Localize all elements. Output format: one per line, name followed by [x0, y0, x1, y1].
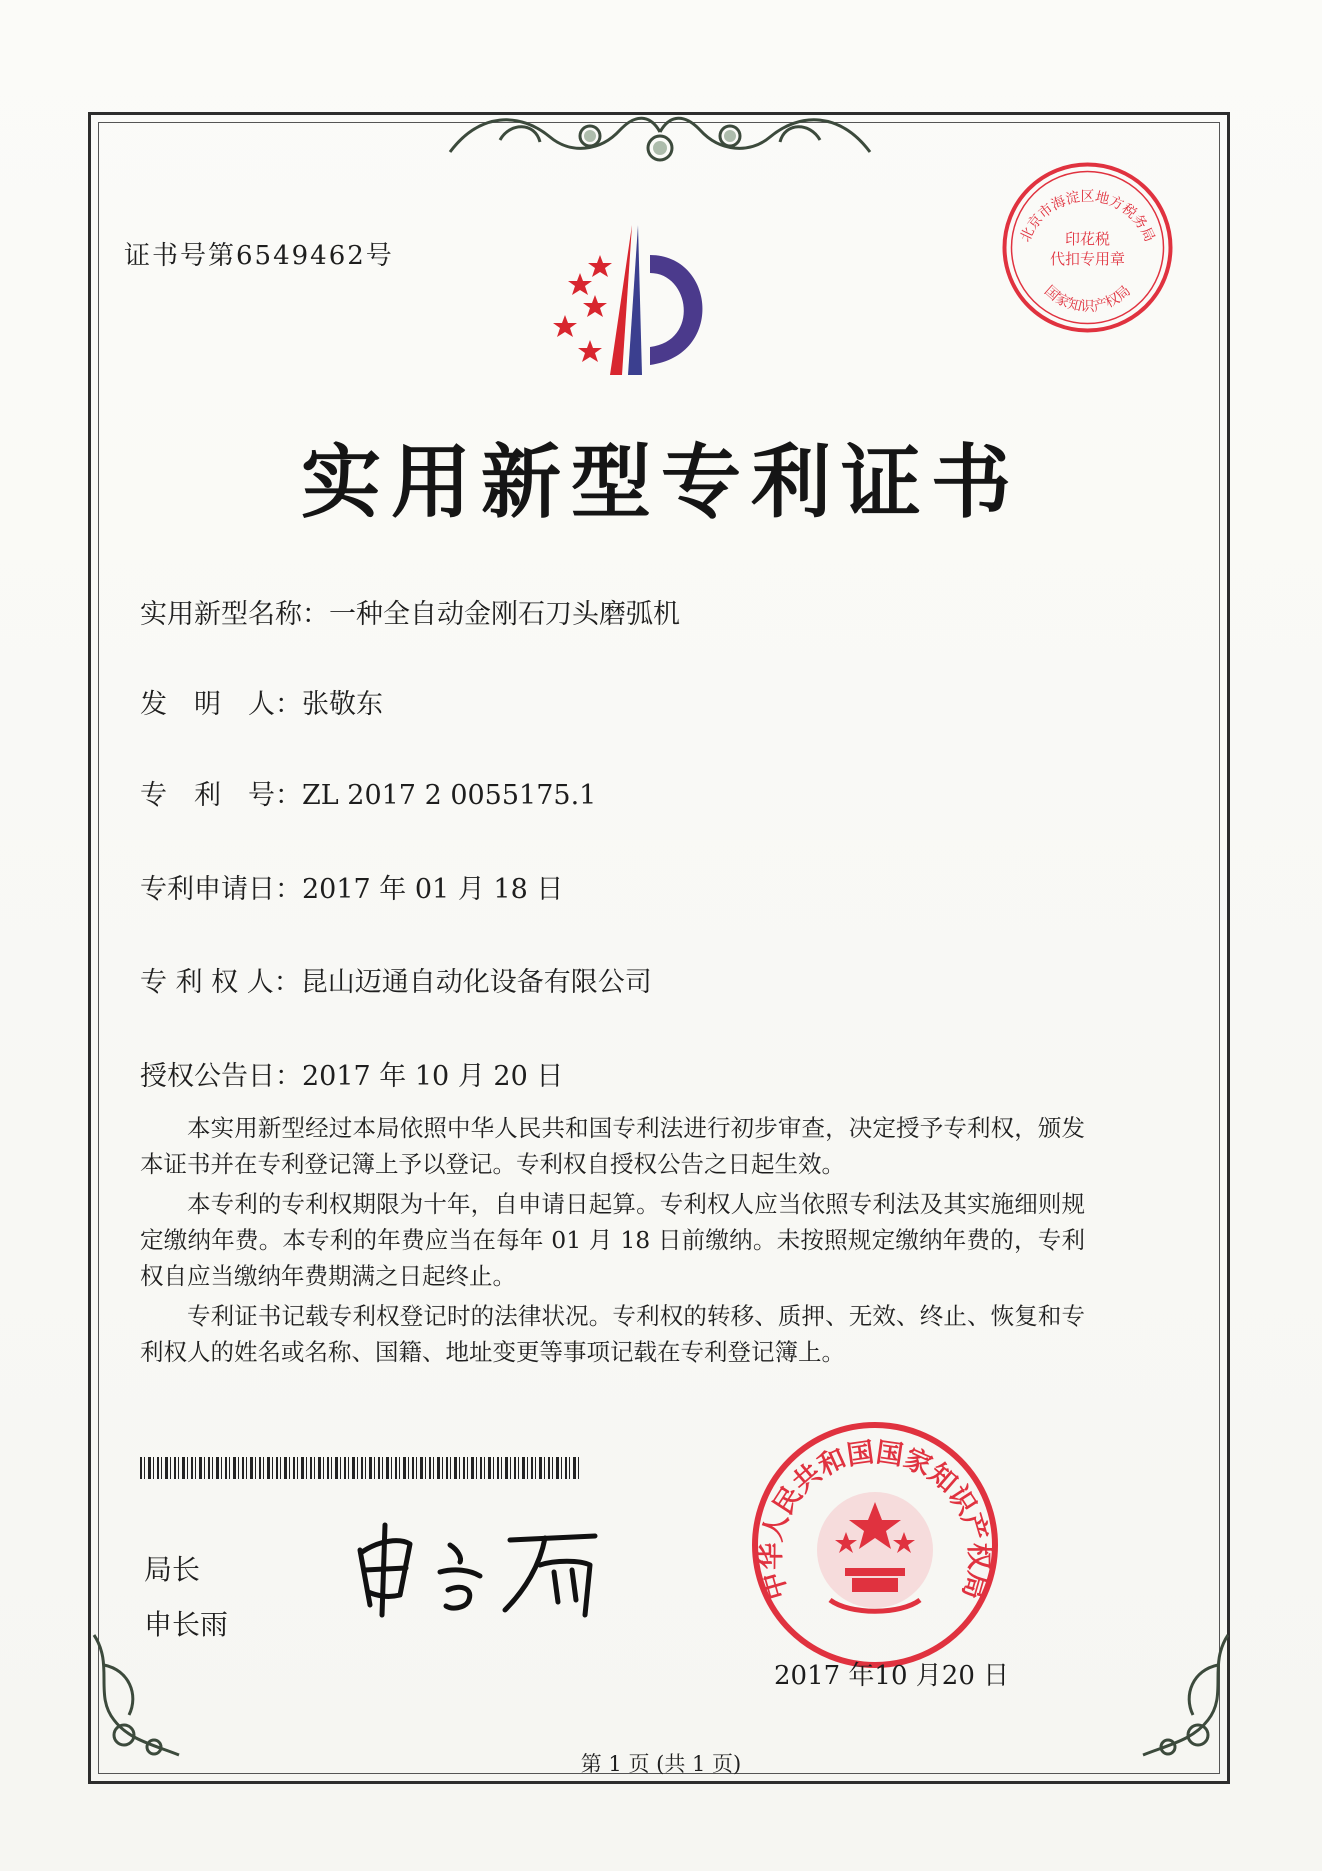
field-patent-no-label: 专 利 号： — [140, 780, 302, 811]
field-patent-no — [140, 773, 596, 812]
body-paragraph: 本专利的专利权期限为十年，自申请日起算。专利权人应当依照专利法及其实施细则规定缴纳年费。本专利的年费应当在每年 01 月 18 日前缴纳。未按照规定缴纳年费的，专利权自应当缴纳年费期满之日起终止。 — [140, 1190, 1085, 1290]
official-seal-date: 2017 年10 月20 日 — [774, 1661, 1010, 1691]
field-filing-date-value: 2017 年 01 月 18 日 — [302, 874, 564, 905]
field-inventor-label: 发 明 人： — [140, 689, 302, 720]
field-patentee-label: 专 利 权 人： — [140, 967, 301, 998]
field-patentee-value: 昆山迈通自动化设备有限公司 — [300, 967, 652, 998]
tax-seal-center-line1: 印花税 — [1064, 230, 1111, 248]
field-filing-date-label: 专利申请日： — [140, 874, 302, 905]
body-text — [140, 1110, 1085, 1374]
barcode — [140, 1457, 580, 1479]
field-patentee — [140, 960, 652, 999]
field-grant-date-value: 2017 年 10 月 20 日 — [302, 1061, 564, 1092]
field-name — [140, 592, 680, 631]
body-paragraph: 本实用新型经过本局依照中华人民共和国专利法进行初步审查，决定授予专利权，颁发本证书并在专利登记簿上予以登记。专利权自授权公告之日起生效。 — [140, 1114, 1085, 1178]
body-paragraph: 专利证书记载专利权登记时的法律状况。专利权的转移、质押、无效、终止、恢复和专利权人的姓名或名称、国籍、地址变更等事项记载在专利登记簿上。 — [140, 1302, 1085, 1366]
field-grant-date — [140, 1054, 563, 1093]
bottom-left-ornament-icon — [84, 1625, 194, 1765]
official-seal-icon — [750, 1420, 1000, 1670]
field-name-label: 实用新型名称： — [140, 599, 329, 630]
tax-seal-center-line2: 代扣专用章 — [1049, 250, 1126, 268]
certificate-title: 实用新型专利证书 — [301, 435, 1021, 529]
page-footer: 第 1 页 (共 1 页) — [580, 1752, 742, 1776]
director-signature-icon — [340, 1510, 640, 1620]
field-grant-date-label: 授权公告日： — [140, 1061, 302, 1092]
svg-text:国家知识产权局 — [1041, 283, 1134, 315]
field-inventor-value: 张敬东 — [302, 689, 383, 720]
official-seal-text: 中华人民共和国国家知识产权局 — [755, 1437, 995, 1603]
field-inventor — [140, 682, 383, 721]
bottom-right-ornament-icon — [1128, 1625, 1238, 1765]
director-title: 局长 — [144, 1553, 201, 1586]
tax-seal-outer-text: 北京市海淀区地方税务局 — [1017, 188, 1158, 245]
top-ornament-icon — [440, 92, 880, 170]
tax-seal-icon — [1000, 160, 1175, 335]
field-name-value: 一种全自动金刚石刀头磨弧机 — [329, 599, 680, 630]
certificate-number: 证书号第6549462号 — [124, 241, 394, 271]
field-filing-date — [140, 867, 563, 906]
tax-seal-bottom-text: 国家知识产权局 — [1041, 282, 1134, 316]
director-name: 申长雨 — [144, 1608, 229, 1641]
field-patent-no-value: ZL 2017 2 0055175.1 — [302, 780, 597, 811]
cnipa-emblem-icon — [540, 215, 740, 385]
